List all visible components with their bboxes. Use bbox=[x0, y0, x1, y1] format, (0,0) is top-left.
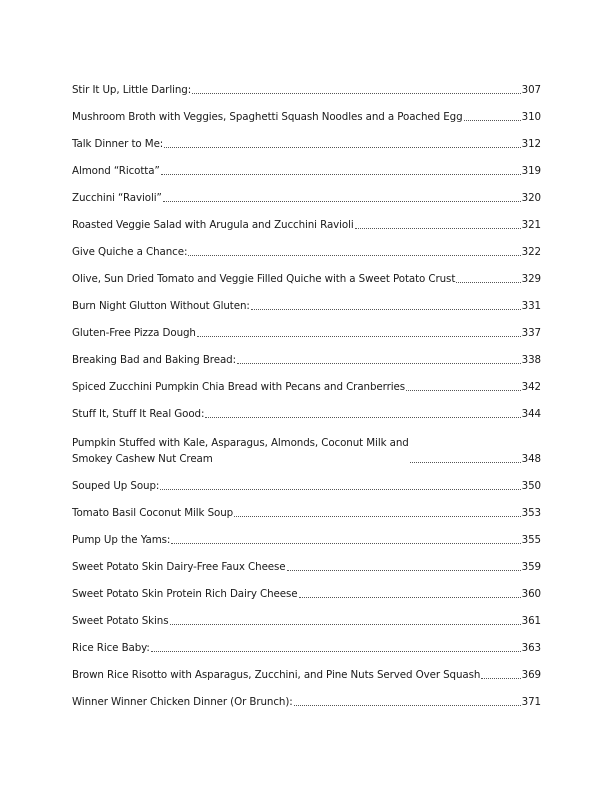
page-number: 363 bbox=[521, 642, 541, 654]
entry-title-line1: Pumpkin Stuffed with Kale, Asparagus, Almonds, Coconut Milk and bbox=[72, 437, 409, 449]
dot-leader bbox=[151, 651, 521, 652]
page-number: 338 bbox=[521, 354, 541, 366]
dot-leader bbox=[188, 255, 520, 256]
toc-entry[interactable] bbox=[72, 207, 541, 234]
entry-title: Rice Rice Baby: bbox=[72, 642, 150, 654]
dot-leader bbox=[406, 390, 521, 391]
entry-title: Brown Rice Risotto with Asparagus, Zucchini, and Pine Nuts Served Over Squash bbox=[72, 669, 481, 681]
toc-entry[interactable] bbox=[72, 369, 541, 396]
entry-title: Zucchini “Ravioli” bbox=[72, 192, 162, 204]
page-number: 319 bbox=[521, 165, 541, 177]
dot-leader bbox=[170, 624, 521, 625]
entry-title: Breaking Bad and Baking Bread: bbox=[72, 354, 236, 366]
page-number: 321 bbox=[521, 219, 541, 231]
toc-entry[interactable] bbox=[72, 630, 541, 657]
toc-entry[interactable] bbox=[72, 126, 541, 153]
dot-leader bbox=[355, 228, 521, 229]
entry-title: Sweet Potato Skins bbox=[72, 615, 169, 627]
entry-title: Spiced Zucchini Pumpkin Chia Bread with Pecans and Cranberries bbox=[72, 381, 405, 393]
toc-entry[interactable] bbox=[72, 495, 541, 522]
page-number: 310 bbox=[521, 111, 541, 123]
page-number: 322 bbox=[521, 246, 541, 258]
toc-entry[interactable] bbox=[72, 153, 541, 180]
page-number: 353 bbox=[521, 507, 541, 519]
dot-leader bbox=[464, 120, 521, 121]
toc-entry[interactable] bbox=[72, 315, 541, 342]
page-number: 359 bbox=[521, 561, 541, 573]
toc-entry[interactable] bbox=[72, 549, 541, 576]
page-number: 361 bbox=[521, 615, 541, 627]
entry-title: Stir It Up, Little Darling: bbox=[72, 84, 192, 96]
dot-leader bbox=[294, 705, 521, 706]
toc-entry[interactable] bbox=[72, 180, 541, 207]
dot-leader bbox=[234, 516, 521, 517]
page-number: 348 bbox=[521, 453, 541, 465]
toc-entry[interactable] bbox=[72, 522, 541, 549]
toc-entry[interactable] bbox=[72, 288, 541, 315]
dot-leader bbox=[205, 417, 520, 418]
page-number: 369 bbox=[521, 669, 541, 681]
entry-title: Mushroom Broth with Veggies, Spaghetti Squash Noodles and a Poached Egg bbox=[72, 111, 463, 123]
table-of-contents bbox=[72, 72, 541, 711]
dot-leader bbox=[410, 462, 521, 463]
entry-title: Pump Up the Yams: bbox=[72, 534, 171, 546]
toc-entry[interactable] bbox=[72, 468, 541, 495]
toc-entry[interactable] bbox=[72, 657, 541, 684]
dot-leader bbox=[164, 147, 520, 148]
entry-title: Gluten-Free Pizza Dough bbox=[72, 327, 196, 339]
entry-title: Tomato Basil Coconut Milk Soup bbox=[72, 507, 234, 519]
toc-entry[interactable] bbox=[72, 684, 541, 711]
entry-title: Smokey Cashew Nut Cream bbox=[72, 453, 213, 465]
entry-title: Sweet Potato Skin Dairy-Free Faux Cheese bbox=[72, 561, 286, 573]
entry-title: Olive, Sun Dried Tomato and Veggie Filled Quiche with a Sweet Potato Crust bbox=[72, 273, 456, 285]
entry-title: Winner Winner Chicken Dinner (Or Brunch): bbox=[72, 696, 293, 708]
toc-entry[interactable] bbox=[72, 99, 541, 126]
toc-entry[interactable] bbox=[72, 72, 541, 99]
page-number: 307 bbox=[521, 84, 541, 96]
page-number: 320 bbox=[521, 192, 541, 204]
dot-leader bbox=[251, 309, 521, 310]
toc-entry[interactable] bbox=[72, 342, 541, 369]
dot-leader bbox=[456, 282, 520, 283]
dot-leader bbox=[171, 543, 520, 544]
page-number: 350 bbox=[521, 480, 541, 492]
dot-leader bbox=[163, 201, 521, 202]
dot-leader bbox=[192, 93, 521, 94]
dot-leader bbox=[287, 570, 521, 571]
entry-title: Stuff It, Stuff It Real Good: bbox=[72, 408, 205, 420]
page-number: 355 bbox=[521, 534, 541, 546]
dot-leader bbox=[197, 336, 521, 337]
page-number: 342 bbox=[521, 381, 541, 393]
page-number: 371 bbox=[521, 696, 541, 708]
dot-leader bbox=[481, 678, 520, 679]
toc-entry[interactable] bbox=[72, 423, 541, 468]
entry-title: Souped Up Soup: bbox=[72, 480, 160, 492]
dot-leader bbox=[160, 489, 520, 490]
dot-leader bbox=[299, 597, 521, 598]
page-number: 312 bbox=[521, 138, 541, 150]
entry-title: Talk Dinner to Me: bbox=[72, 138, 164, 150]
toc-entry[interactable] bbox=[72, 396, 541, 423]
dot-leader bbox=[161, 174, 521, 175]
page-number: 344 bbox=[521, 408, 541, 420]
entry-title: Burn Night Glutton Without Gluten: bbox=[72, 300, 250, 312]
entry-title-block bbox=[72, 434, 409, 466]
toc-entry[interactable] bbox=[72, 234, 541, 261]
page-number: 360 bbox=[521, 588, 541, 600]
toc-entry[interactable] bbox=[72, 603, 541, 630]
page-number: 337 bbox=[521, 327, 541, 339]
entry-title: Roasted Veggie Salad with Arugula and Zucchini Ravioli bbox=[72, 219, 354, 231]
entry-title: Sweet Potato Skin Protein Rich Dairy Cheese bbox=[72, 588, 298, 600]
page-number: 329 bbox=[521, 273, 541, 285]
page-number: 331 bbox=[521, 300, 541, 312]
entry-title: Give Quiche a Chance: bbox=[72, 246, 188, 258]
toc-entry[interactable] bbox=[72, 261, 541, 288]
toc-entry[interactable] bbox=[72, 576, 541, 603]
dot-leader bbox=[237, 363, 521, 364]
entry-title: Almond “Ricotta” bbox=[72, 165, 160, 177]
